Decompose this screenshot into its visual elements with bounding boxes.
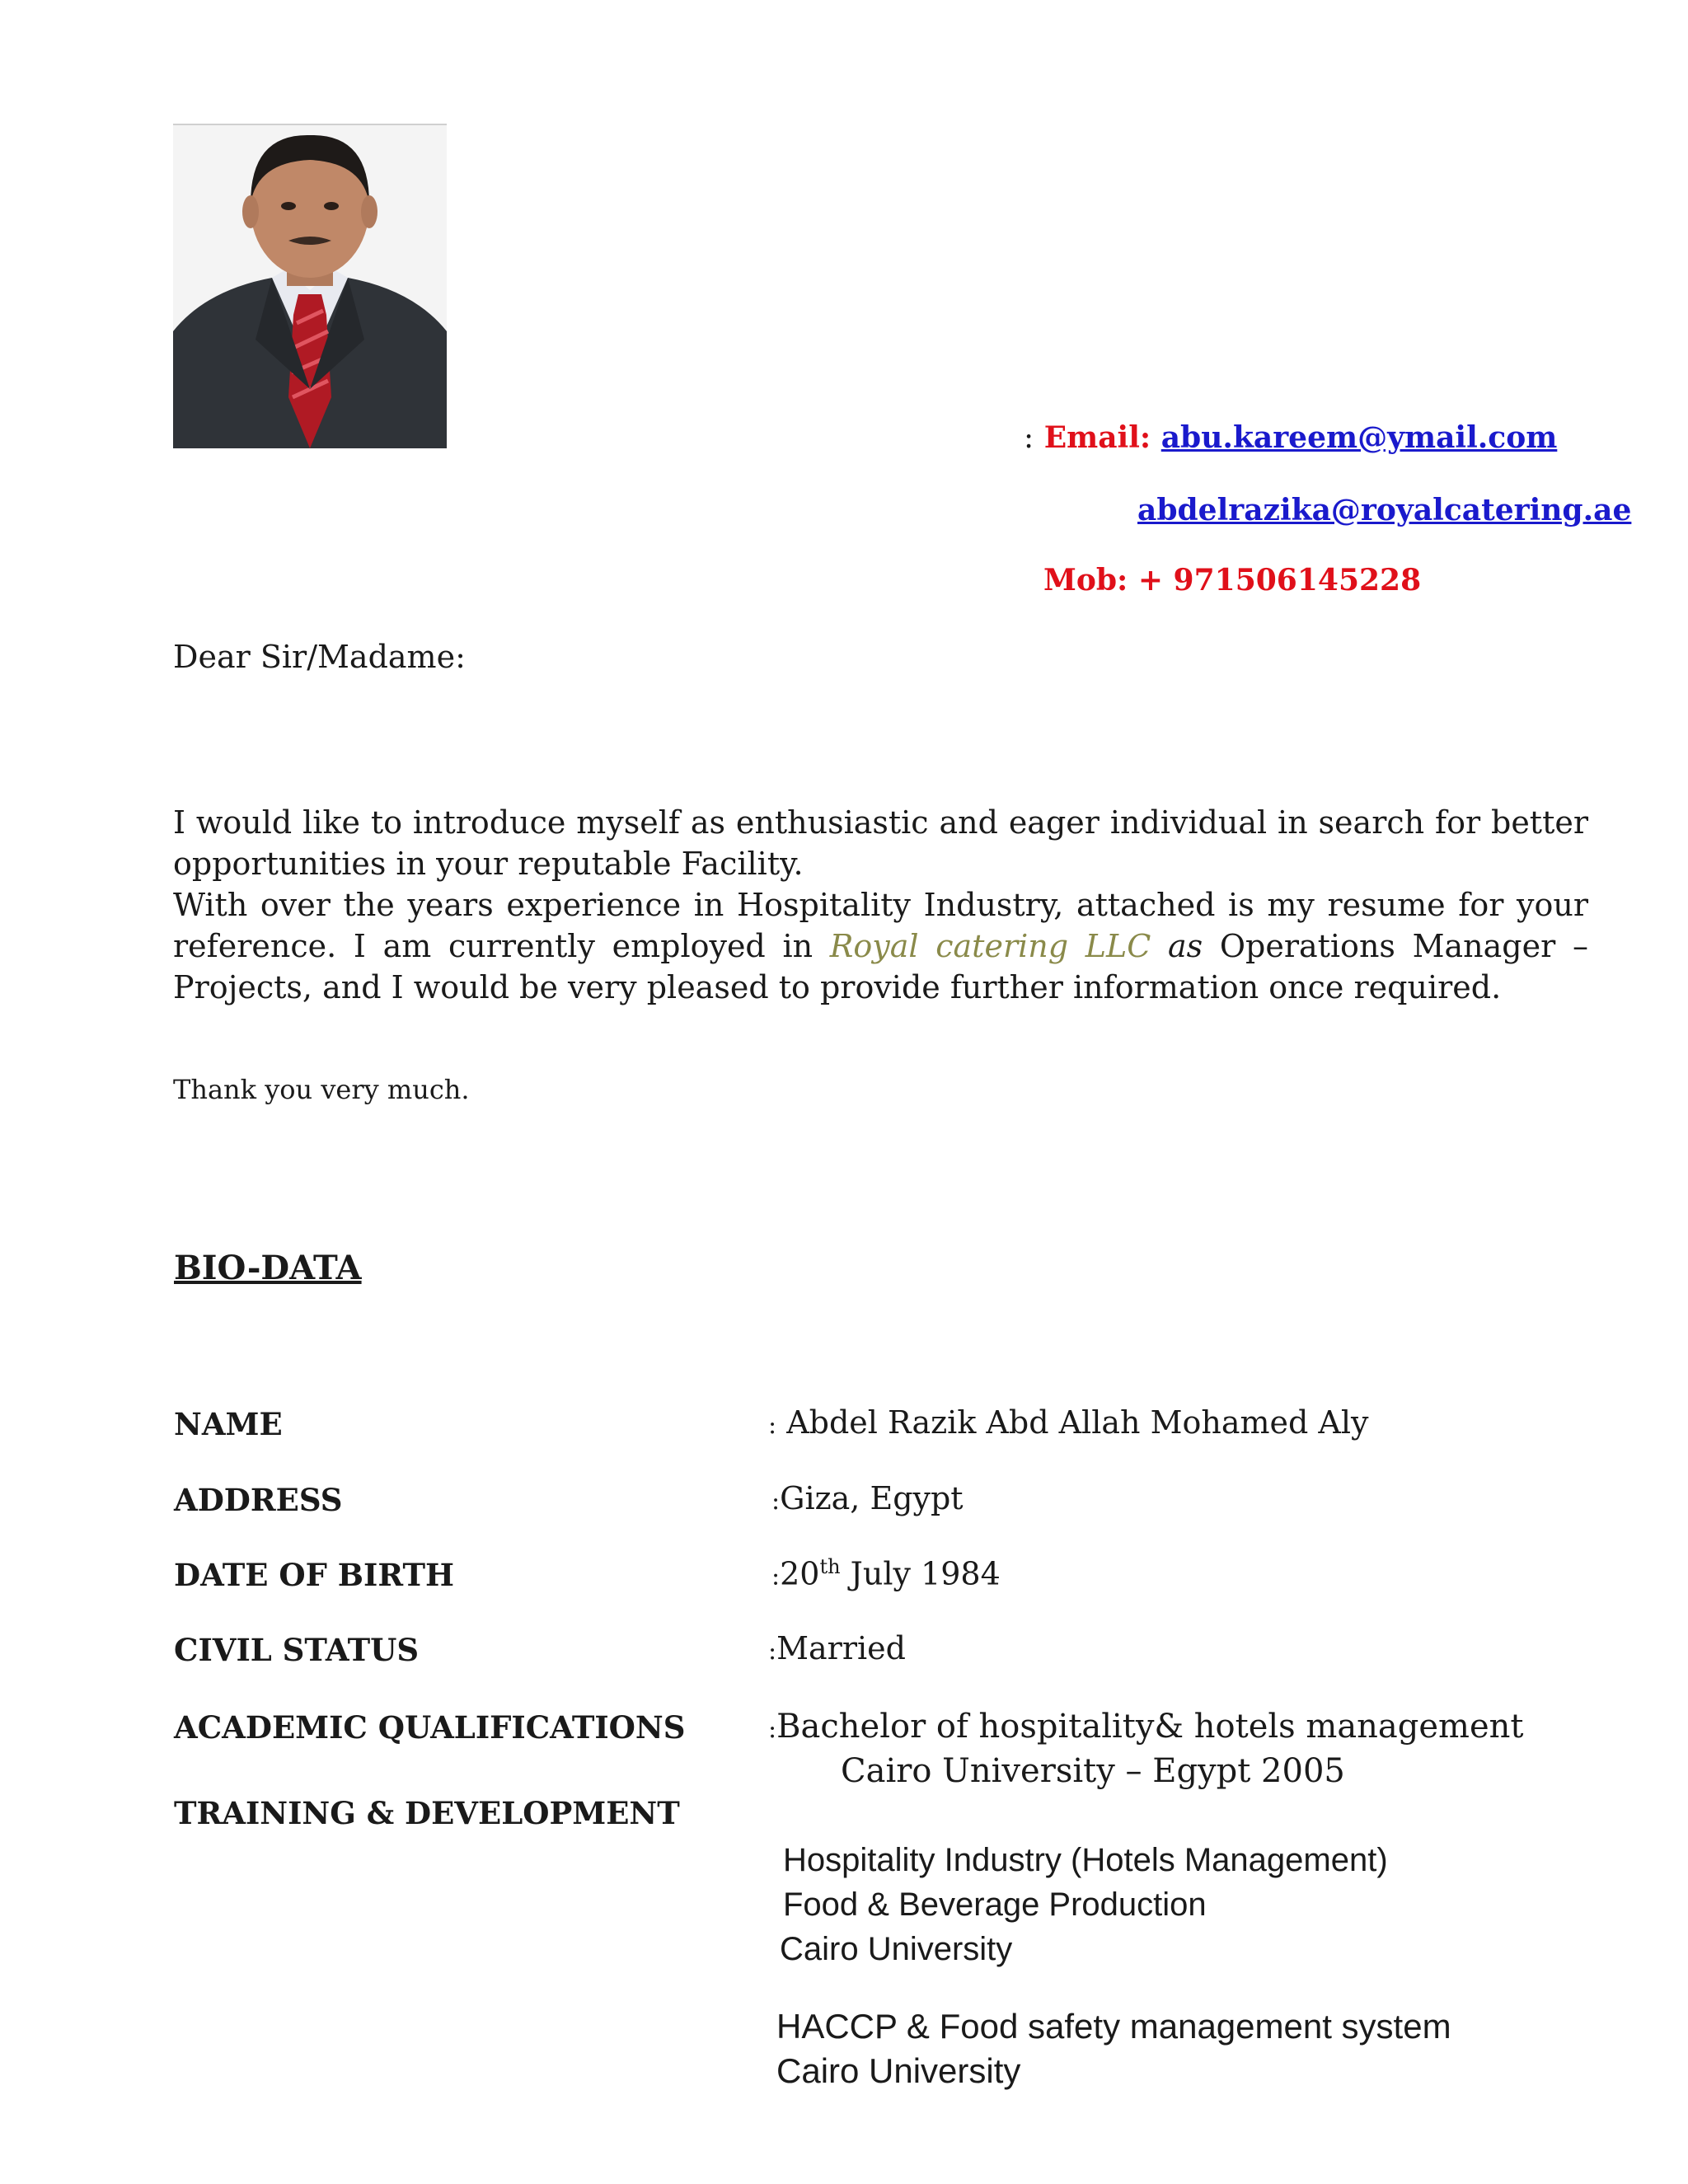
dob-label: DATE OF BIRTH	[174, 1557, 454, 1593]
civil-colon: :	[768, 1637, 777, 1666]
paragraph-2-end: Operations Manager – Projects, and I would be very pleased to provide further information once required.	[173, 928, 1588, 1005]
email-colon: :	[1024, 421, 1034, 455]
greeting: Dear Sir/Madame:	[173, 639, 466, 675]
letter-paragraph-2	[173, 884, 1588, 1008]
civil-row-value	[768, 1630, 906, 1666]
academic-colon: :	[768, 1715, 777, 1744]
email-line	[1024, 420, 1557, 455]
address-value: Giza, Egypt	[780, 1480, 964, 1516]
civil-status-label: CIVIL STATUS	[174, 1632, 420, 1668]
dob-colon: :	[771, 1562, 781, 1591]
academic-line-1: Bachelor of hospitality& hotels management	[776, 1708, 1524, 1746]
email-label: Email:	[1043, 420, 1151, 455]
address-row-value	[771, 1480, 964, 1516]
training-label: TRAINING & DEVELOPMENT	[174, 1795, 680, 1831]
training-1-line-1: Hospitality Industry (Hotels Management)	[783, 1842, 1388, 1878]
biodata-heading: BIO-DATA	[174, 1249, 362, 1287]
training-1-line-2: Food & Beverage Production	[783, 1886, 1207, 1923]
academic-line-2: Cairo University – Egypt 2005	[841, 1752, 1345, 1790]
dob-day: 20	[780, 1555, 820, 1592]
training-block-2	[776, 2004, 1451, 2093]
academic-label: ACADEMIC QUALIFICATIONS	[174, 1709, 686, 1746]
company-name: Royal catering LLC	[829, 928, 1151, 964]
dob-row-value	[771, 1555, 1001, 1592]
name-colon: :	[768, 1411, 777, 1440]
address-label: ADDRESS	[174, 1482, 343, 1518]
email-primary-link[interactable]: abu.kareem@ymail.com	[1160, 420, 1558, 455]
name-value: Abdel Razik Abd Allah Mohamed Aly	[786, 1404, 1369, 1441]
email-secondary-line	[1137, 493, 1631, 527]
dob-rest: July 1984	[840, 1555, 1001, 1592]
training-block-1	[780, 1838, 1388, 1971]
letter-paragraph-1: I would like to introduce myself as enthusiastic and eager individual in search for better opportunities in your reputable Facility.	[173, 804, 1588, 882]
profile-photo	[173, 125, 447, 448]
training-2-line-2: Cairo University	[776, 2051, 1021, 2090]
email-secondary-link[interactable]: abdelrazika@royalcatering.ae	[1137, 493, 1632, 527]
academic-row-value	[768, 1708, 1524, 1746]
thank-you: Thank you very much.	[173, 1074, 470, 1105]
address-colon: :	[771, 1487, 781, 1516]
mobile-number: Mob: + 971506145228	[1043, 563, 1422, 598]
training-2-line-1: HACCP & Food safety management system	[776, 2007, 1451, 2046]
training-1-line-3: Cairo University	[780, 1931, 1013, 1967]
civil-value: Married	[776, 1630, 906, 1666]
name-row-value	[768, 1404, 1368, 1441]
as-word: as	[1168, 928, 1203, 964]
name-label: NAME	[174, 1406, 283, 1442]
dob-suffix: th	[819, 1555, 841, 1578]
paragraph-2-start: With over the years experience in Hospitality Industry, attached is my resume for your reference. I am currently employed in	[173, 887, 1588, 964]
